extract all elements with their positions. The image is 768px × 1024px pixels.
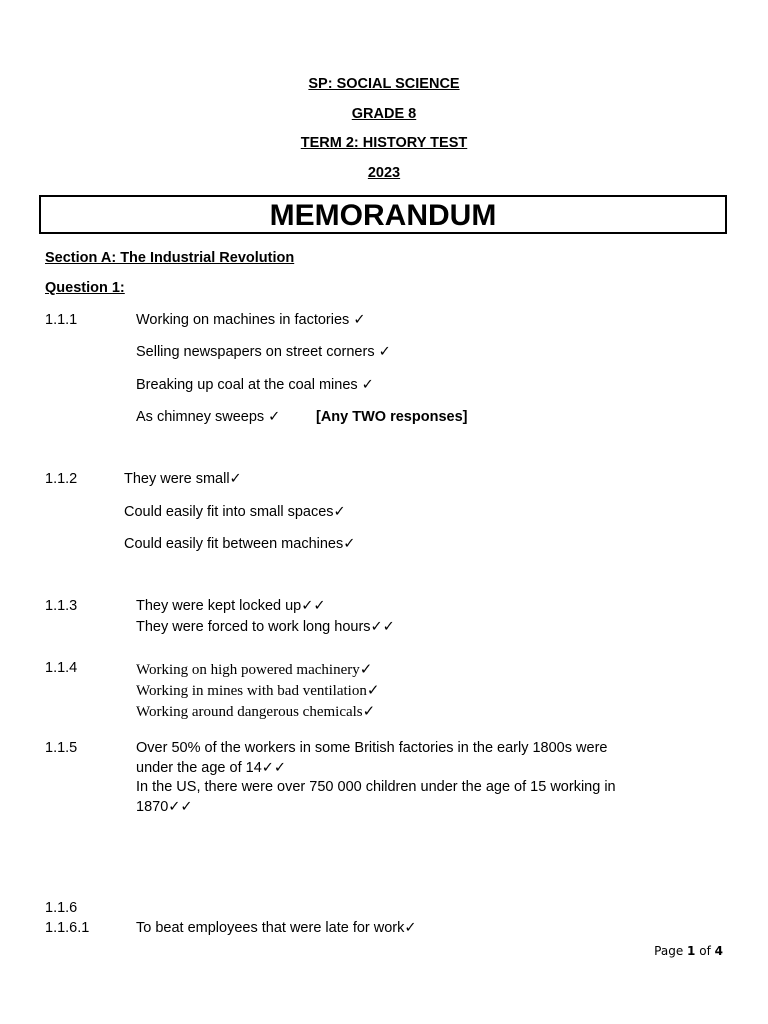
header-grade: GRADE 8 <box>351 106 417 122</box>
page-of-word: of <box>699 944 711 958</box>
answer-1-1-2-b: Could easily fit into small spaces✓ <box>124 504 346 520</box>
question-number-1-1-6: 1.1.6 <box>45 900 78 916</box>
answer-1-1-5-line3: In the US, there were over 750 000 children under the age of 15 working in <box>136 779 616 795</box>
memorandum-box <box>39 195 727 234</box>
answer-1-1-3-b: They were forced to work long hours✓✓ <box>136 619 395 635</box>
answer-1-1-1-c: Breaking up coal at the coal mines ✓ <box>136 377 374 393</box>
question-number-1-1-6-1: 1.1.6.1 <box>45 920 90 936</box>
answer-1-1-4-b: Working in mines with bad ventilation✓ <box>136 683 380 699</box>
memorandum-title: MEMORANDUM <box>269 199 497 232</box>
header-year: 2023 <box>367 165 401 181</box>
marking-note: [Any TWO responses] <box>316 409 468 425</box>
header-subject: SP: SOCIAL SCIENCE <box>308 76 460 92</box>
question-number-1-1-3: 1.1.3 <box>45 598 78 614</box>
answer-1-1-4-c: Working around dangerous chemicals✓ <box>136 704 376 720</box>
question-number-1-1-4: 1.1.4 <box>45 660 78 676</box>
answer-1-1-5-line2: under the age of 14✓✓ <box>136 760 287 776</box>
question-number-1-1-1: 1.1.1 <box>45 312 78 328</box>
question-number-1-1-5: 1.1.5 <box>45 740 78 756</box>
question-title: Question 1: <box>45 280 125 296</box>
answer-1-1-4-a: Working on high powered machinery✓ <box>136 662 373 678</box>
answer-1-1-5-line4: 1870✓✓ <box>136 799 193 815</box>
header-term: TERM 2: HISTORY TEST <box>300 135 468 151</box>
answer-1-1-1-b: Selling newspapers on street corners ✓ <box>136 344 391 360</box>
page-number <box>654 944 723 958</box>
answer-1-1-5-line1: Over 50% of the workers in some British factories in the early 1800s were <box>136 740 608 756</box>
page-total: 4 <box>714 944 723 958</box>
answer-1-1-2-c: Could easily fit between machines✓ <box>124 536 356 552</box>
section-title: Section A: The Industrial Revolution <box>45 250 295 266</box>
answer-1-1-1-a: Working on machines in factories ✓ <box>136 312 366 328</box>
page-word: Page <box>654 944 684 958</box>
answer-1-1-2-a: They were small✓ <box>124 471 242 487</box>
answer-1-1-6-1: To beat employees that were late for work✓ <box>136 920 417 936</box>
answer-1-1-3-a: They were kept locked up✓✓ <box>136 598 326 614</box>
page-current: 1 <box>687 944 696 958</box>
question-number-1-1-2: 1.1.2 <box>45 471 78 487</box>
answer-1-1-1-d: As chimney sweeps ✓ <box>136 409 281 425</box>
